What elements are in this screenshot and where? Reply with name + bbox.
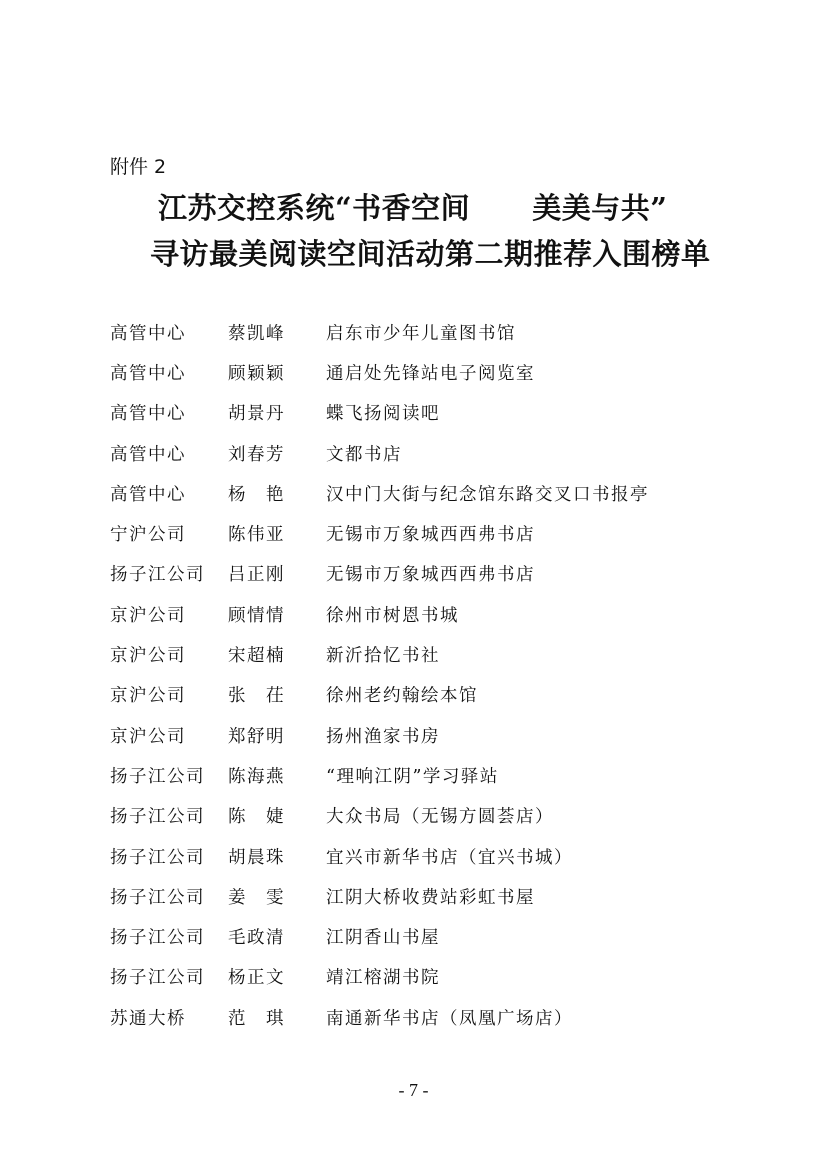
name-cell: 姜 雯 (228, 887, 285, 908)
name-cell: 吕正刚 (228, 565, 285, 586)
org-cell: 京沪公司 (110, 726, 186, 747)
org-cell: 苏通大桥 (110, 1008, 186, 1029)
org-cell: 扬子江公司 (110, 887, 205, 908)
attachment-label: 附件 2 (110, 156, 167, 178)
place-cell: 启东市少年儿童图书馆 (326, 323, 516, 344)
place-cell: 无锡市万象城西西弗书店 (326, 565, 535, 586)
place-cell: 南通新华书店（凤凰广场店） (326, 1008, 573, 1029)
name-cell: 张 茌 (228, 686, 285, 707)
place-cell: 无锡市万象城西西弗书店 (326, 525, 535, 546)
list-item (110, 393, 750, 433)
name-cell: 蔡凯峰 (228, 323, 285, 344)
list-item (110, 513, 750, 553)
name-cell: 胡景丹 (228, 404, 285, 425)
place-cell: “理响江阴”学习驿站 (326, 766, 499, 787)
name-cell: 陈 婕 (228, 807, 285, 828)
list-item (110, 715, 750, 755)
place-cell: 宜兴市新华书店（宜兴书城） (326, 847, 573, 868)
org-cell: 扬子江公司 (110, 766, 205, 787)
nominee-list (110, 312, 750, 1037)
list-item (110, 675, 750, 715)
place-cell: 徐州市树恩书城 (326, 605, 459, 626)
list-item (110, 473, 750, 513)
place-cell: 扬州渔家书房 (326, 726, 440, 747)
org-cell: 扬子江公司 (110, 847, 205, 868)
place-cell: 江阴香山书屋 (326, 928, 440, 949)
name-cell: 刘春芳 (228, 444, 285, 465)
page-number: - 7 - (398, 1080, 429, 1100)
name-cell: 郑舒明 (228, 726, 285, 747)
name-cell: 范 琪 (228, 1008, 285, 1029)
org-cell: 扬子江公司 (110, 928, 205, 949)
name-cell: 顾情情 (228, 605, 285, 626)
name-cell: 陈海燕 (228, 766, 285, 787)
place-cell: 通启处先锋站电子阅览室 (326, 363, 535, 384)
list-item (110, 876, 750, 916)
org-cell: 高管中心 (110, 404, 186, 425)
name-cell: 胡晨珠 (228, 847, 285, 868)
place-cell: 靖江榕湖书院 (326, 968, 440, 989)
place-cell: 大众书局（无锡方圆荟店） (326, 807, 554, 828)
name-cell: 顾颖颖 (228, 363, 285, 384)
place-cell: 新沂拾忆书社 (326, 646, 440, 667)
title-line1-part-a: 江苏交控系统“书香空间 (158, 191, 471, 225)
document-title-line1 (158, 186, 667, 227)
list-item (110, 352, 750, 392)
title-line1-part-b: 美美与共” (532, 191, 668, 225)
document-title-line2: 寻访最美阅读空间活动第二期推荐入围榜单 (150, 237, 711, 271)
name-cell: 宋超楠 (228, 646, 285, 667)
name-cell: 杨 艳 (228, 484, 285, 505)
org-cell: 扬子江公司 (110, 807, 205, 828)
name-cell: 杨正文 (228, 968, 285, 989)
org-cell: 宁沪公司 (110, 525, 186, 546)
name-cell: 陈伟亚 (228, 525, 285, 546)
list-item (110, 755, 750, 795)
org-cell: 扬子江公司 (110, 565, 205, 586)
list-item (110, 312, 750, 352)
org-cell: 扬子江公司 (110, 968, 205, 989)
list-item (110, 554, 750, 594)
list-item (110, 634, 750, 674)
place-cell: 江阴大桥收费站彩虹书屋 (326, 887, 535, 908)
org-cell: 京沪公司 (110, 646, 186, 667)
place-cell: 徐州老约翰绘本馆 (326, 686, 478, 707)
place-cell: 汉中门大街与纪念馆东路交叉口书报亭 (326, 484, 649, 505)
list-item (110, 997, 750, 1037)
list-item (110, 594, 750, 634)
name-cell: 毛政清 (228, 928, 285, 949)
list-item (110, 916, 750, 956)
org-cell: 高管中心 (110, 363, 186, 384)
org-cell: 京沪公司 (110, 686, 186, 707)
list-item (110, 796, 750, 836)
org-cell: 高管中心 (110, 444, 186, 465)
org-cell: 高管中心 (110, 323, 186, 344)
list-item (110, 836, 750, 876)
list-item (110, 957, 750, 997)
place-cell: 文都书店 (326, 444, 402, 465)
org-cell: 高管中心 (110, 484, 186, 505)
place-cell: 蝶飞扬阅读吧 (326, 404, 440, 425)
list-item (110, 433, 750, 473)
org-cell: 京沪公司 (110, 605, 186, 626)
